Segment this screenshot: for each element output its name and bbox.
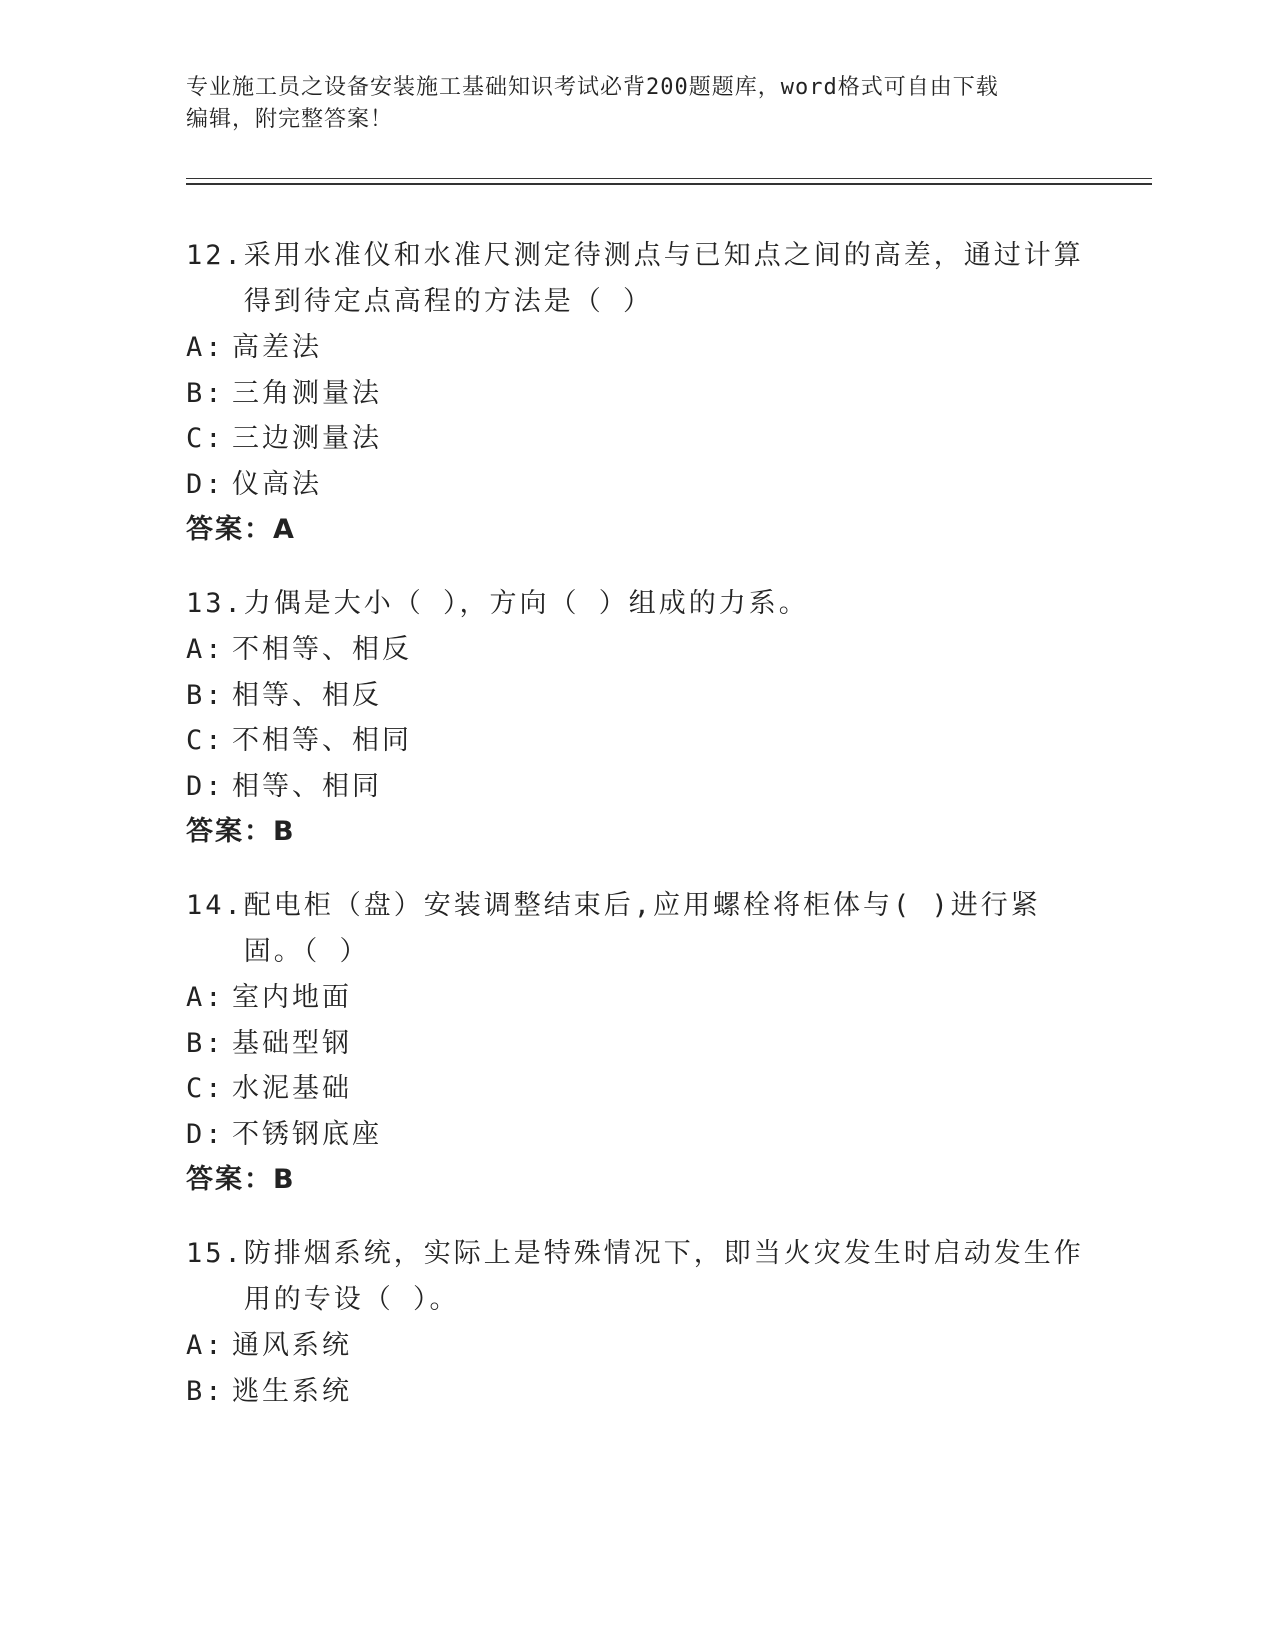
question-stem (186, 1231, 1086, 1323)
answer-line: 答案：B (186, 1164, 296, 1195)
option-text: 相等、相反 (232, 679, 382, 711)
option-letter: B: (186, 1375, 225, 1407)
question-text: 防排烟系统，实际上是特殊情况下，即当火灾发生时启动发生作用的专设（ ）。 (243, 1238, 1084, 1315)
option-letter: C: (186, 725, 225, 756)
option-d (186, 764, 1086, 810)
option-text: 不锈钢底座 (232, 1118, 382, 1150)
question-number: 12. (186, 240, 244, 271)
option-b (186, 371, 1086, 417)
option-letter: A: (186, 634, 225, 665)
question-number: 14. (186, 890, 244, 921)
option-a (186, 1323, 1086, 1369)
option-text: 逃生系统 (232, 1375, 352, 1407)
option-c (186, 718, 1086, 764)
option-letter: A: (186, 982, 225, 1013)
option-b (186, 1369, 1086, 1415)
question-number: 15. (186, 1238, 244, 1269)
option-text: 水泥基础 (232, 1073, 352, 1104)
option-letter: B: (186, 679, 225, 711)
option-a (186, 975, 1086, 1021)
question-text: 力偶是大小（ ），方向（ ）组成的力系。 (243, 588, 809, 619)
question-text: 采用水准仪和水准尺测定待测点与已知点之间的高差，通过计算得到待定点高程的方法是（ ） (243, 240, 1084, 317)
question-stem (186, 581, 1086, 627)
document-header (186, 72, 1066, 136)
header-line-1: 专业施工员之设备安装施工基础知识考试必背200题题库，word格式可自由下载 (186, 75, 999, 100)
option-text: 仪高法 (232, 468, 322, 500)
answer-line: 答案：A (186, 514, 296, 545)
header-line-2: 编辑，附完整答案！ (186, 107, 394, 132)
option-letter: A: (186, 332, 225, 363)
question-stem (186, 233, 1086, 325)
option-text: 三角测量法 (232, 377, 382, 409)
option-letter: B: (186, 1027, 225, 1059)
option-letter: D: (186, 1118, 225, 1150)
option-letter: B: (186, 377, 225, 409)
option-d (186, 462, 1086, 508)
answer-line: 答案：B (186, 816, 296, 847)
option-letter: D: (186, 468, 225, 500)
option-text: 相等、相同 (232, 770, 382, 802)
header-divider-bottom (186, 183, 1152, 185)
option-text: 不相等、相反 (232, 634, 412, 665)
option-b (186, 1021, 1086, 1067)
option-a (186, 325, 1086, 371)
option-text: 高差法 (232, 332, 322, 363)
question-stem (186, 883, 1086, 975)
question-13 (186, 581, 1086, 855)
option-letter: C: (186, 423, 225, 454)
option-text: 不相等、相同 (232, 725, 412, 756)
question-text: 配电柜（盘）安装调整结束后,应用螺栓将柜体与( )进行紧固。（ ） (243, 890, 1041, 967)
question-12 (186, 233, 1086, 553)
option-text: 基础型钢 (232, 1027, 352, 1059)
option-text: 室内地面 (232, 982, 352, 1013)
option-letter: C: (186, 1073, 225, 1104)
header-divider-top (186, 178, 1152, 179)
option-a (186, 627, 1086, 673)
option-letter: D: (186, 770, 225, 802)
question-number: 13. (186, 588, 244, 619)
option-c (186, 1066, 1086, 1112)
option-letter: A: (186, 1330, 225, 1361)
option-c (186, 416, 1086, 462)
option-d (186, 1112, 1086, 1158)
option-b (186, 673, 1086, 719)
option-text: 三边测量法 (232, 423, 382, 454)
option-text: 通风系统 (232, 1330, 352, 1361)
question-14 (186, 883, 1086, 1203)
question-15 (186, 1231, 1086, 1414)
question-list (186, 233, 1086, 1442)
